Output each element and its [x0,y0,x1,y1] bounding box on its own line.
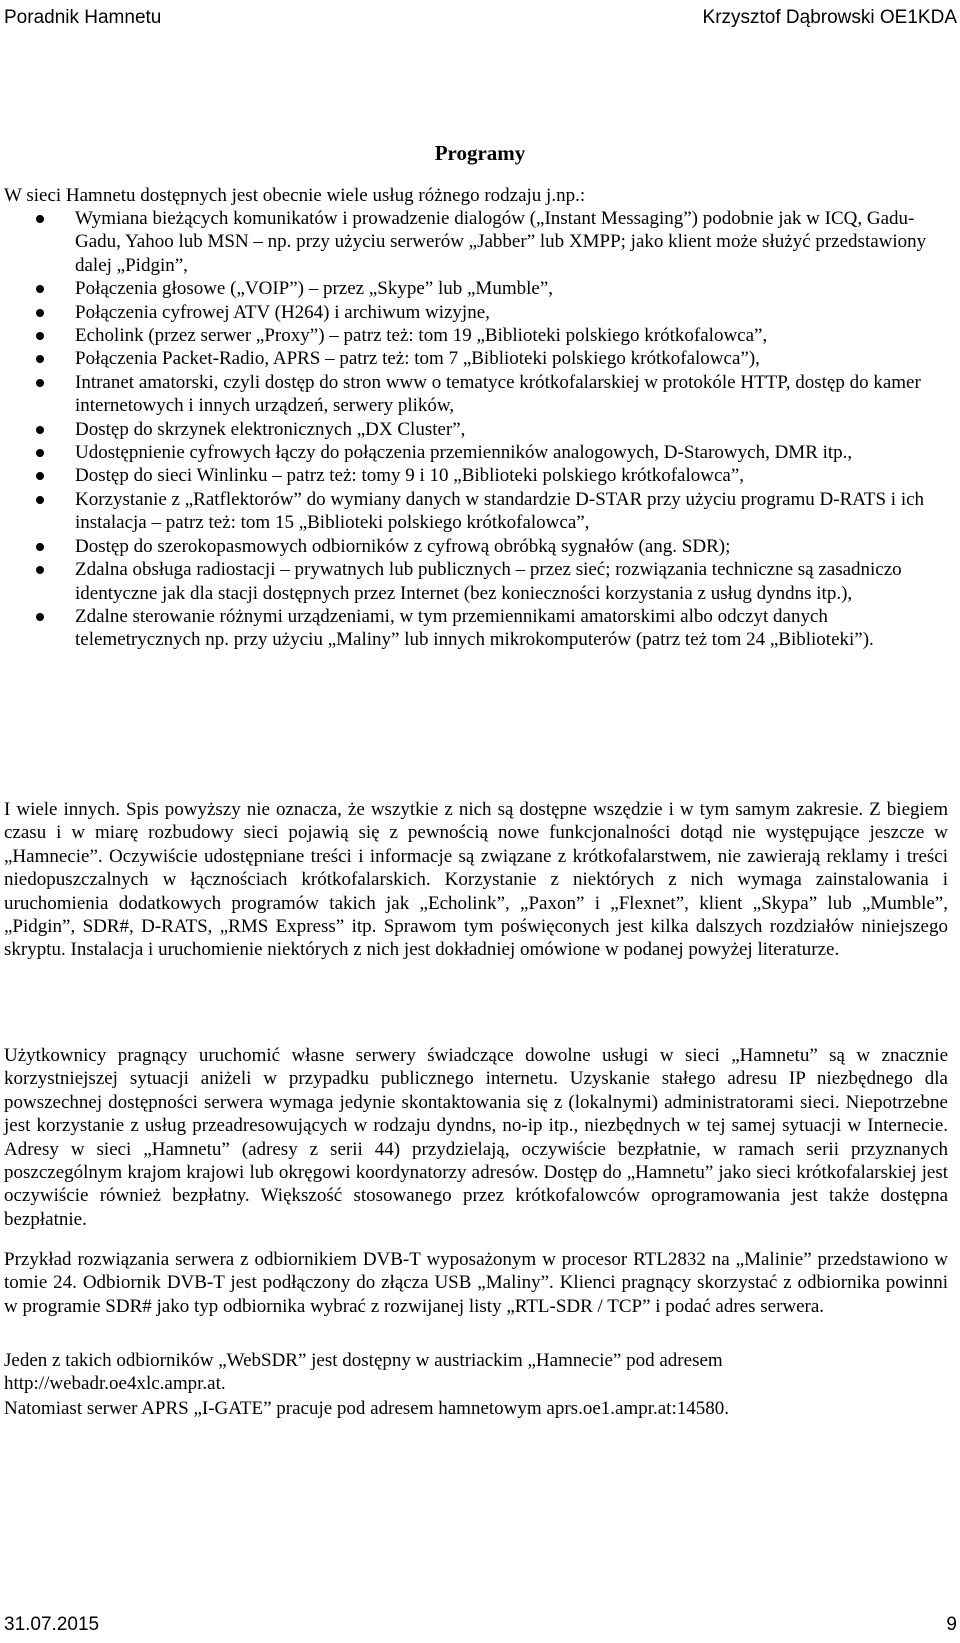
list-item: Echolink (przez serwer „Proxy”) – patrz też: tom 19 „Biblioteki polskiego krótkofalowca”, [0,324,948,347]
list-item: Dostęp do szerokopasmowych odbiorników z cyfrową obróbką sygnałów (ang. SDR); [0,535,948,558]
running-header-title: Poradnik Hamnetu [4,7,162,28]
list-item: Połączenia cyfrowej ATV (H264) i archiwum wizyjne, [0,301,948,324]
paragraph-websdr: Jeden z takich odbiorników „WebSDR” jest dostępny w austriackim „Hamnecie” pod adresem http://webadr.oe4xlc.ampr.at. [4,1350,723,1395]
list-item: Dostęp do sieci Winlinku – patrz też: tomy 9 i 10 „Biblioteki polskiego krótkofalowca”, [0,464,948,487]
paragraph-dvbt-example: Przykład rozwiązania serwera z odbiornikiem DVB-T wyposażonym w procesor RTL2832 na „Malinie” przedstawiono w tomie 24. Odbiornik DVB-T jest podłączony do złącza USB „Maliny”. Klienci pragnący skorzystać z odbiornika powinni w programie SDR# jako typ odbiornika wybrać z rozwijanej listy „RTL-SDR / TCP” i podać adres serwera. [4,1249,948,1317]
list-item: Połączenia Packet-Radio, APRS – patrz też: tom 7 „Biblioteki polskiego krótkofalowca”), [0,347,948,370]
list-item: Zdalne sterowanie różnymi urządzeniami, w tym przemiennikami amatorskimi albo odczyt danych telemetrycznych np. przy użyciu „Maliny” lub innych mikrokomputerów (patrz też tom 24 „Biblioteki”). [0,605,948,652]
services-list [0,207,948,652]
list-item: Wymiana bieżących komunikatów i prowadzenie dialogów („Instant Messaging”) podobnie jak w ICQ, Gadu-Gadu, Yahoo lub MSN – np. przy użyciu serwerów „Jabber” lub XMPP; jako klient może służyć przedstawiony dalej „Pidgin”, [0,207,948,277]
paragraph-other-services: I wiele innych. Spis powyższy nie oznacza, że wszytkie z nich są dostępne wszędzie i w tym samym zakresie. Z biegiem czasu i w miarę rozbudowy sieci pojawią się z pewnością nowe funkcjonalności dotąd nie występujące jeszcze w „Hamnecie”. Oczywiście udostępniane treści i informacje są związane z krótkofalarstwem, nie zawierają reklamy i treści niedopuszczalnych w łącznościach krótkofalarskich. Korzystanie z niektórych z nich wymaga zainstalowania i uruchomienia dodatkowych programów takich jak „Echolink”, „Paxon” i „Flexnet”, klient „Skypa” lub „Mumble”, „Pidgin”, SDR#, D-RATS, „RMS Express” itp. Sprawom tym poświęconych jest kilka dalszych rozdziałów niniejszego skryptu. Instalacja i uruchomienie niektórych z nich jest dokładniej omówione w podanej powyżej literaturze. [4,799,948,961]
list-item: Udostępnienie cyfrowych łączy do połączenia przemienników analogowych, D-Starowych, DMR itp., [0,441,948,464]
list-item: Zdalna obsługa radiostacji – prywatnych lub publicznych – przez sieć; rozwiązania techniczne są zasadniczo identyczne jak dla stacji dostępnych przez Internet (bez konieczności korzystania z usług dyndns itp.), [0,558,948,605]
list-item: Połączenia głosowe („VOIP”) – przez „Skype” lub „Mumble”, [0,277,948,300]
intro-paragraph: W sieci Hamnetu dostępnych jest obecnie wiele usług różnego rodzaju j.np.: [4,185,586,206]
section-title: Programy [434,141,526,165]
paragraph-own-servers: Użytkownicy pragnący uruchomić własne serwery świadczące dowolne usługi w sieci „Hamnetu” są w znacznie korzystniejszej sytuacji aniżeli w przypadku publicznego internetu. Uzyskanie stałego adresu IP niezbędnego dla powszechnej dostępności serwera wymaga jedynie skontaktowania się z (lokalnymi) administratorami sieci. Niepotrzebne jest korzystanie z usług przeadresowujących w rodzaju dyndns, no-ip itp., niezbędnych w tej samej sytuacji w Internecie. Adresy w sieci „Hamnetu” (adresy z serii 44) przydzielają, oczywiście bezpłatnie, w ramach serii przyznanych poszczególnym krajom krajowi lub okręgowi koordynatorzy adresów. Dostęp do „Hamnetu” jako sieci krótkofalarskiej jest oczywiście również bezpłatny. Większość stosowanego przez krótkofalowców oprogramowania jest także dostępna bezpłatnie. [4,1045,948,1230]
list-item: Korzystanie z „Ratflektorów” do wymiany danych w standardzie D-STAR przy użyciu programu D-RATS i ich instalacja – patrz też: tom 15 „Biblioteki polskiego krótkofalowca”, [0,488,948,535]
footer-date: 31.07.2015 [4,1614,100,1635]
running-header-author: Krzysztof Dąbrowski OE1KDA [702,7,957,28]
list-item: Dostęp do skrzynek elektronicznych „DX Cluster”, [0,418,948,441]
page-number: 9 [946,1614,957,1635]
list-item: Intranet amatorski, czyli dostęp do stron www o tematyce krótkofalarskiej w protokóle HTTP, dostęp do kamer internetowych i innych urządzeń, serwery plików, [0,371,948,418]
paragraph-aprs-igate: Natomiast serwer APRS „I-GATE” pracuje pod adresem hamnetowym aprs.oe1.ampr.at:14580. [4,1398,729,1419]
